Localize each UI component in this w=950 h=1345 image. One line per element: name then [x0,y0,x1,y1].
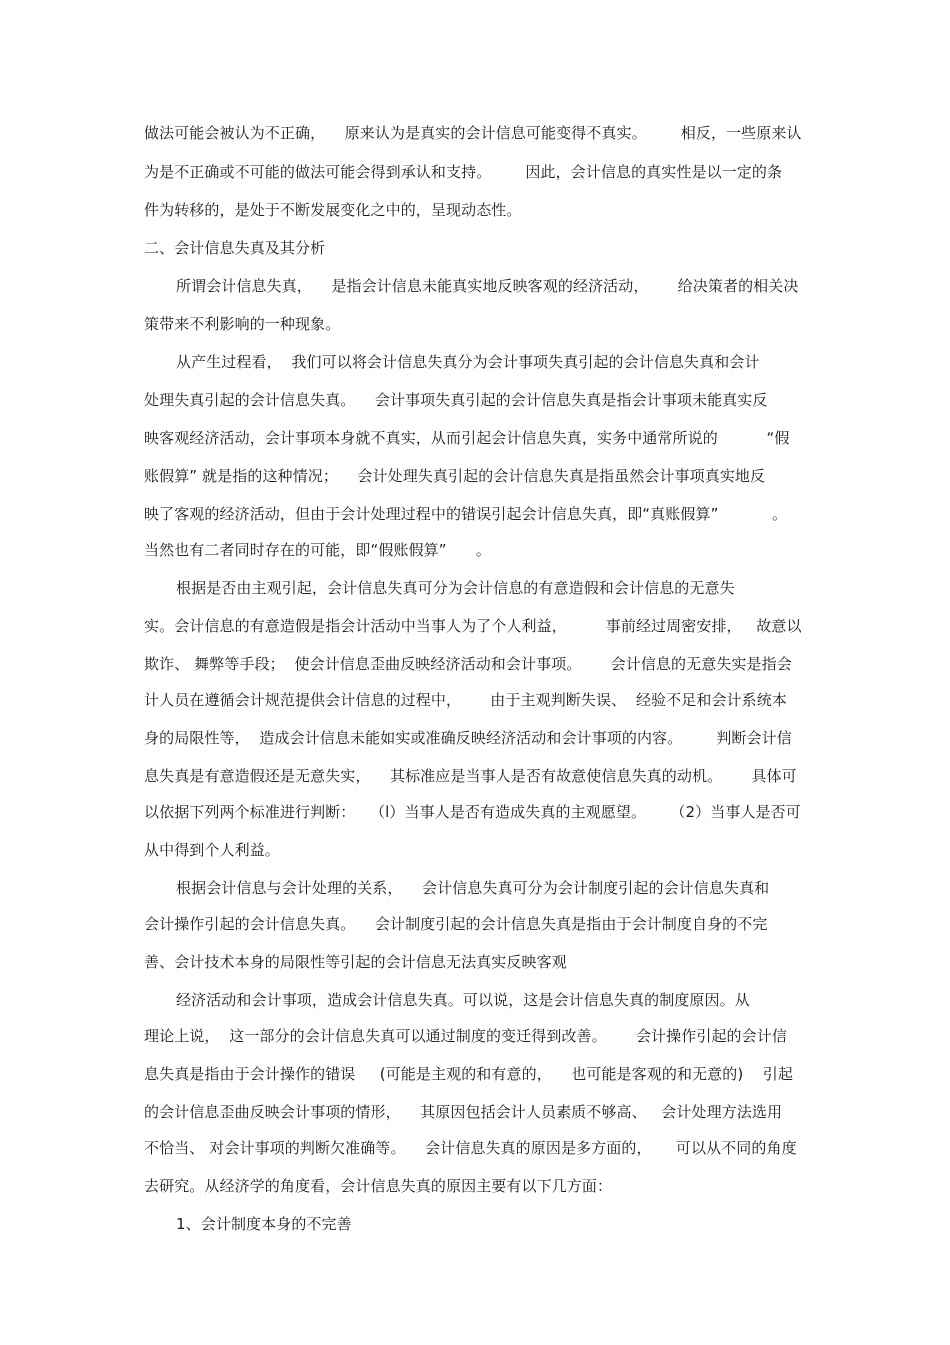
section-heading: 二、会计信息失真及其分析 [144,239,326,257]
text-line: 从产生过程看， 我们可以将会计信息失真分为会计事项失真引起的会计信息失真和会计 [176,353,760,371]
text-line: 所谓会计信息失真， 是指会计信息未能真实地反映客观的经济活动， 给决策者的相关决 [176,277,799,295]
text-line: 不恰当、 对会计事项的判断欠准确等。 会计信息失真的原因是多方面的， 可以从不同的角度 [144,1139,797,1157]
text-line: 做法可能会被认为不正确， 原来认为是真实的会计信息可能变得不真实。 相反，一些原来认 [144,124,802,142]
text-line: 以依据下列两个标准进行判断： （l）当事人是否有造成失真的主观愿望。 （2）当事人是否可 [144,803,801,821]
text-line: 的会计信息歪曲反映会计事项的情形， 其原因包括会计人员素质不够高、 会计处理方法选用 [144,1103,783,1121]
text-line: 映客观经济活动，会计事项本身就不真实，从而引起会计信息失真，实务中通常所说的 “假 [144,429,790,447]
text-line: 从中得到个人利益。 [144,841,280,859]
text-line: 身的局限性等， 造成会计信息未能如实或准确反映经济活动和会计事项的内容。 判断会计信 [144,729,792,747]
text-line: 处理失真引起的会计信息失真。 会计事项失真引起的会计信息失真是指会计事项未能真实反 [144,391,768,409]
text-line: 善、会计技术本身的局限性等引起的会计信息无法真实反映客观 [144,953,567,971]
text-line: 映了客观的经济活动，但由于会计处理过程中的错误引起会计信息失真，即“真账假算” 。 [144,505,788,523]
text-line: 实。会计信息的有意造假是指会计活动中当事人为了个人利益， 事前经过周密安排， 故意以 [144,617,802,635]
text-line: 息失真是指由于会计操作的错误 (可能是主观的和有意的， 也可能是客观的和无意的) 引起 [144,1065,793,1083]
text-line: 计人员在遵循会计规范提供会计信息的过程中， 由于主观判断失误、 经验不足和会计系统本 [144,691,787,709]
text-line: 会计操作引起的会计信息失真。 会计制度引起的会计信息失真是指由于会计制度自身的不完 [144,915,768,933]
text-line: 根据是否由主观引起，会计信息失真可分为会计信息的有意造假和会计信息的无意失 [176,579,735,597]
text-line: 欺诈、 舞弊等手段； 使会计信息歪曲反映经济活动和会计事项。 会计信息的无意失实是指会 [144,655,792,673]
subsection-heading: 1、会计制度本身的不完善 [176,1215,352,1233]
text-line: 根据会计信息与会计处理的关系， 会计信息失真可分为会计制度引起的会计信息失真和 [176,879,770,897]
text-line: 当然也有二者同时存在的可能，即“假账假算” 。 [144,541,491,559]
text-line: 件为转移的，是处于不断发展变化之中的，呈现动态性。 [144,201,522,219]
text-line: 为是不正确或不可能的做法可能会得到承认和支持。 因此，会计信息的真实性是以一定的条 [144,163,783,181]
text-line: 策带来不利影响的一种现象。 [144,315,341,333]
text-line: 账假算” 就是指的这种情况； 会计处理失真引起的会计信息失真是指虽然会计事项真实地反 [144,467,766,485]
text-line: 去研究。从经济学的角度看，会计信息失真的原因主要有以下几方面： [144,1177,613,1195]
text-line: 息失真是有意造假还是无意失实， 其标准应是当事人是否有故意使信息失真的动机。 具体可 [144,767,797,785]
text-line: 理论上说， 这一部分的会计信息失真可以通过制度的变迁得到改善。 会计操作引起的会计信 [144,1027,787,1045]
text-line: 经济活动和会计事项，造成会计信息失真。可以说，这是会计信息失真的制度原因。从 [176,991,750,1009]
